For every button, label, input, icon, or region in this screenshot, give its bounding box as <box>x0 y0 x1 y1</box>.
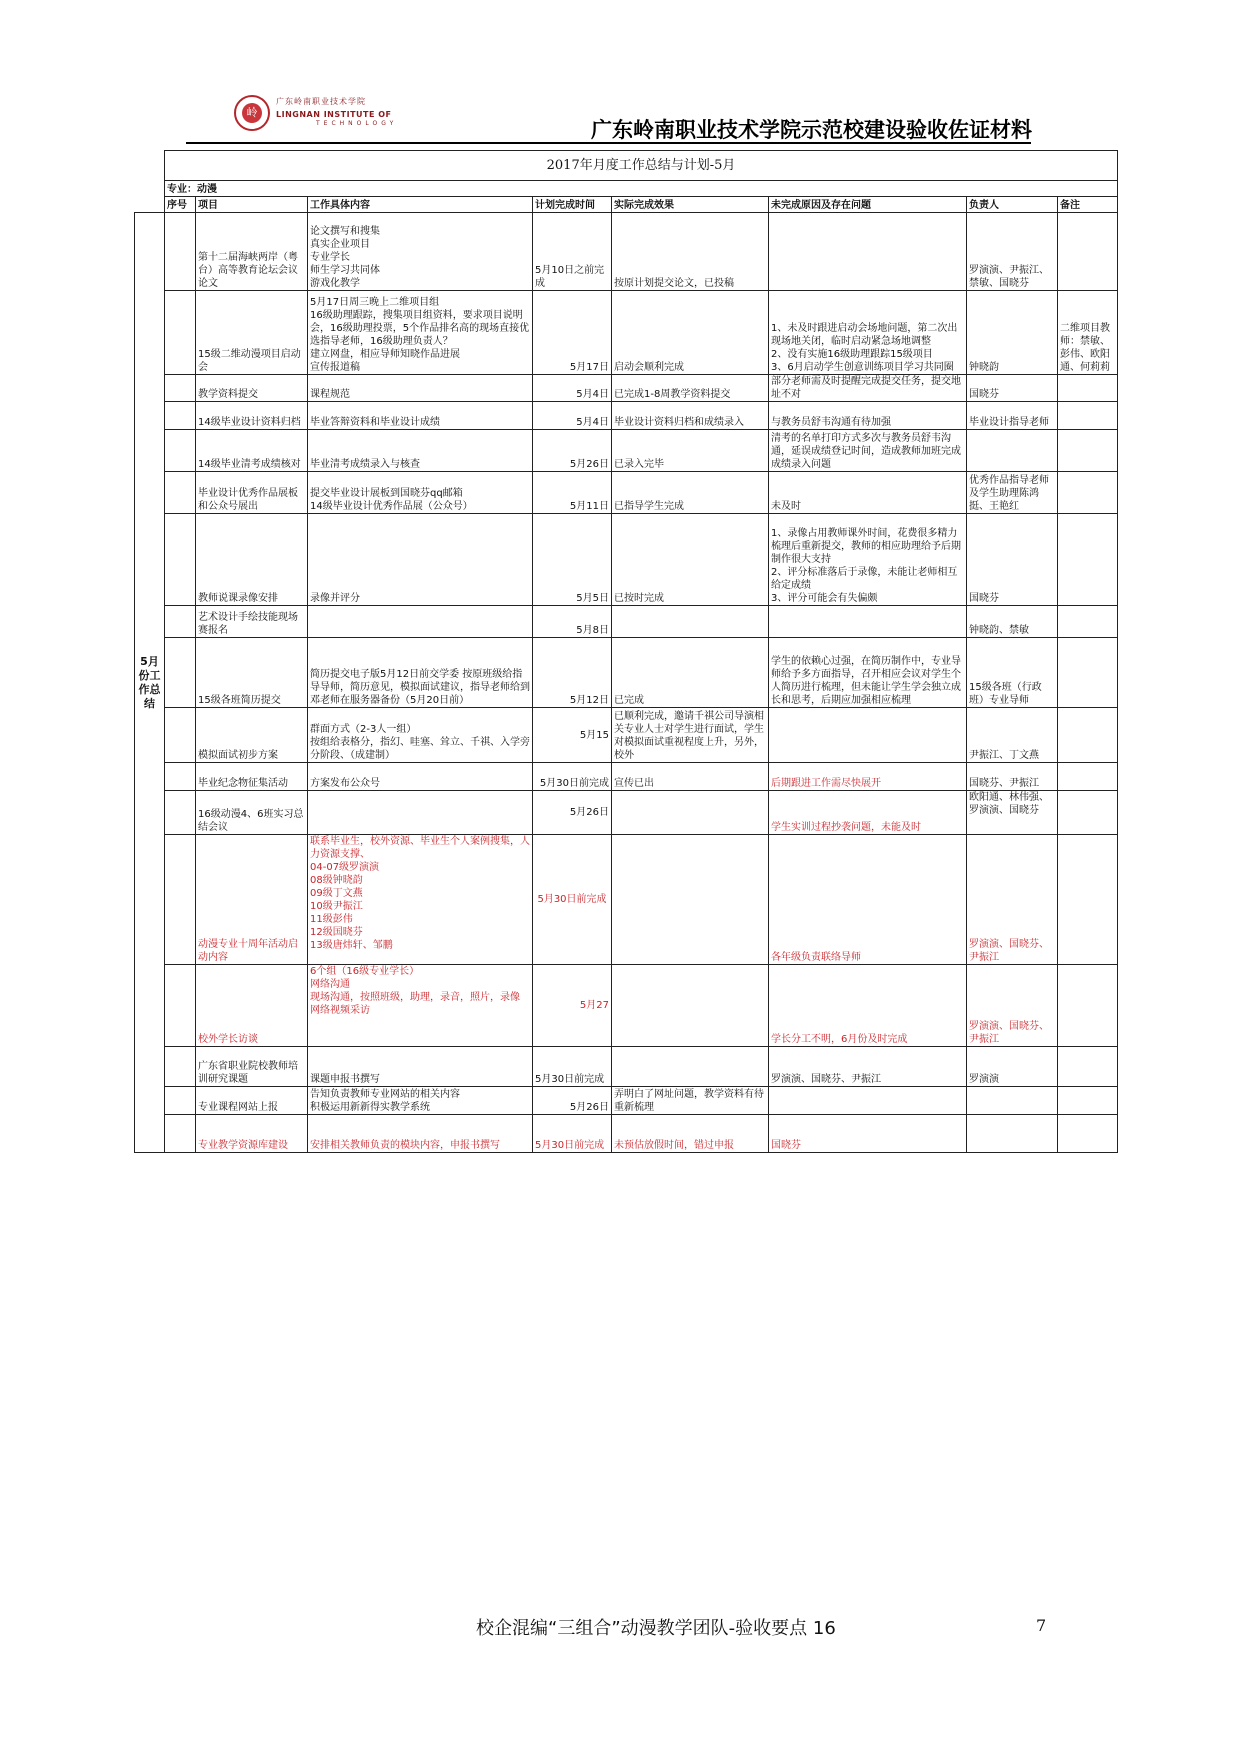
logo-cn: 广东岭南职业技术学院 <box>276 97 366 106</box>
cell-remark <box>1058 472 1118 514</box>
cell-owner: 15级各班（行政班）专业导师 <box>967 638 1058 708</box>
cell-content: 联系毕业生，校外资源、毕业生个人案例搜集，人力资源支撑、 04-07级罗演演 08级钟晓韵 09级丁文燕 10级尹振江 11级彭伟 12级国晓芬 13级唐炜轩、邹鹏 <box>308 835 533 965</box>
cell-plan: 5月26日 <box>533 1087 612 1115</box>
cell-plan: 5月26日 <box>533 791 612 835</box>
cell-remark <box>1058 965 1118 1047</box>
cell-actual: 未预估放假时间，错过申报 <box>612 1115 769 1153</box>
cell-plan: 5月26日 <box>533 430 612 472</box>
cell-owner: 罗演演 <box>967 1047 1058 1087</box>
cell-project: 专业课程网站上报 <box>196 1087 308 1115</box>
cell-content: 群面方式（2-3人一组） 按组给表格分，指幻、哇塞、耸立、千祺、入学旁分阶段、（成建制） <box>308 708 533 763</box>
cell-issue: 1、录像占用教师课外时间，花费很多精力梳理后重新提交，教师的相应助理给予后期制作很大支持 2、评分标准落后于录像，未能让老师相互给定成绩 3、评分可能会有失偏颇 <box>769 514 967 606</box>
page-number: 7 <box>1036 1616 1047 1635</box>
cell-actual: 毕业设计资料归档和成绩录入 <box>612 402 769 430</box>
cell-content: 安排相关教师负责的模块内容，申报书撰写 <box>308 1115 533 1153</box>
cell-owner: 钟晓韵 <box>967 291 1058 375</box>
cell-actual: 已顺利完成，邀请千祺公司导演相关专业人士对学生进行面试，学生对模拟面试重视程度上升，另外，校外 <box>612 708 769 763</box>
cell-content: 录像并评分 <box>308 514 533 606</box>
cell-issue: 1、未及时跟进启动会场地问题，第二次出现场地关闭，临时启动紧急场地调整 2、没有实施16级助理跟踪15级项目 3、6月启动学生创意训练项目学习共同圈 <box>769 291 967 375</box>
cell-project: 16级动漫4、6班实习总结会议 <box>196 791 308 835</box>
cell-remark <box>1058 638 1118 708</box>
cell-project: 毕业设计优秀作品展板和公众号展出 <box>196 472 308 514</box>
cell-plan: 5月4日 <box>533 402 612 430</box>
work-summary-table <box>134 150 1118 1153</box>
cell-remark <box>1058 1047 1118 1087</box>
table-row <box>135 514 1118 606</box>
col-header-index: 序号 <box>165 197 196 213</box>
seal-icon: 岭 <box>242 103 262 123</box>
cell-remark <box>1058 430 1118 472</box>
table-row <box>135 708 1118 763</box>
cell-plan: 5月11日 <box>533 472 612 514</box>
cell-content: 课程规范 <box>308 375 533 402</box>
cell-owner <box>967 1087 1058 1115</box>
table-row <box>135 430 1118 472</box>
cell-content: 6个组（16级专业学长） 网络沟通 现场沟通，按照班级，助理，录音，照片，录像 网络视频采访 <box>308 965 533 1047</box>
cell-owner: 国晓芬 <box>967 514 1058 606</box>
cell-remark <box>1058 514 1118 606</box>
cell-plan: 5月12日 <box>533 638 612 708</box>
cell-content: 课题申报书撰写 <box>308 1047 533 1087</box>
cell-content <box>308 791 533 835</box>
table-row <box>135 763 1118 791</box>
col-header-actual: 实际完成效果 <box>612 197 769 213</box>
table-row <box>135 965 1118 1047</box>
col-header-issue: 未完成原因及存在问题 <box>769 197 967 213</box>
cell-issue: 学生的依赖心过强，在简历制作中，专业导师给予多方面指导，召开相应会议对学生个人简历进行梳理，但未能让学生学会独立成长和思考，后期应加强相应梳理 <box>769 638 967 708</box>
cell-content: 论文撰写和搜集 真实企业项目 专业学长 师生学习共同体 游戏化教学 <box>308 213 533 291</box>
sheet-title: 2017年月度工作总结与计划-5月 <box>165 151 1118 181</box>
cell-owner: 国晓芬 <box>967 375 1058 402</box>
cell-content: 毕业清考成绩录入与核查 <box>308 430 533 472</box>
cell-plan: 5月8日 <box>533 606 612 638</box>
col-header-content: 工作具体内容 <box>308 197 533 213</box>
col-header-remark: 备注 <box>1058 197 1118 213</box>
cell-owner: 国晓芬、尹振江 <box>967 763 1058 791</box>
cell-owner: 钟晓韵、禁敏 <box>967 606 1058 638</box>
cell-issue: 各年级负责联络导师 <box>769 835 967 965</box>
cell-issue: 学生实训过程抄袭问题，未能及时 <box>769 791 967 835</box>
cell-owner: 罗演演、国晓芬、尹振江 <box>967 835 1058 965</box>
cell-remark <box>1058 606 1118 638</box>
cell-issue: 后期跟进工作需尽快展开 <box>769 763 967 791</box>
cell-actual <box>612 1047 769 1087</box>
cell-remark <box>1058 213 1118 291</box>
cell-plan: 5月30日前完成 <box>533 1047 612 1087</box>
table-row <box>135 291 1118 375</box>
cell-actual: 已完成1-8周教学资料提交 <box>612 375 769 402</box>
cell-issue <box>769 708 967 763</box>
cell-content: 简历提交电子版5月12日前交学委 按原班级给指导导师，简历意见，模拟面试建议，指导老师给到邓老师在服务器备份（5月20日前） <box>308 638 533 708</box>
footer-text: 校企混编“三组合”动漫教学团队-验收要点 16 <box>476 1618 836 1639</box>
cell-project: 动漫专业十周年活动启动内容 <box>196 835 308 965</box>
cell-project: 14级毕业设计资料归档 <box>196 402 308 430</box>
cell-content: 毕业答辩资料和毕业设计成绩 <box>308 402 533 430</box>
table-row <box>135 375 1118 402</box>
cell-actual: 弄明白了网址问题，教学资料有待重新梳理 <box>612 1087 769 1115</box>
cell-issue <box>769 606 967 638</box>
cell-plan: 5月17日 <box>533 291 612 375</box>
cell-remark <box>1058 375 1118 402</box>
cell-owner: 罗演演、国晓芬、尹振江 <box>967 965 1058 1047</box>
side-label: 5月 份工 作总 结 <box>135 213 165 1153</box>
cell-content: 告知负责教师专业网站的相关内容 积极运用新新得实教学系统 <box>308 1087 533 1115</box>
cell-remark: 二维项目教师：禁敏、彭伟、欧阳通、何莉莉 <box>1058 291 1118 375</box>
cell-remark <box>1058 835 1118 965</box>
cell-actual <box>612 965 769 1047</box>
col-header-plan-time: 计划完成时间 <box>533 197 612 213</box>
header-title: 广东岭南职业技术学院示范校建设验收佐证材料 <box>591 118 1032 142</box>
cell-project: 广东省职业院校教师培训研究课题 <box>196 1047 308 1087</box>
cell-owner: 欧阳通、林伟强、罗演演、国晓芬 <box>967 791 1058 835</box>
cell-plan: 5月10日之前完成 <box>533 213 612 291</box>
table-row <box>135 791 1118 835</box>
cell-project: 第十二届海峡两岸（粤台）高等教育论坛会议论文 <box>196 213 308 291</box>
cell-content: 方案发布公众号 <box>308 763 533 791</box>
cell-remark <box>1058 791 1118 835</box>
cell-content: 5月17日周三晚上二维项目组 16级助理跟踪，搜集项目组资料，要求项目说明会，16级助理投票，5个作品排名高的现场直接优选指导老师，16级助理负责人？ 建立网盘，相应导师知晓作品进展 宣传报道稿 <box>308 291 533 375</box>
cell-plan: 5月30日前完成 <box>533 1115 612 1153</box>
cell-issue: 罗演演、国晓芬、尹振江 <box>769 1047 967 1087</box>
cell-project: 校外学长访谈 <box>196 965 308 1047</box>
cell-actual: 已指导学生完成 <box>612 472 769 514</box>
school-logo <box>234 95 270 131</box>
logo-text <box>276 96 397 127</box>
logo-en-2: TECHNOLOGY <box>316 120 398 127</box>
cell-issue: 未及时 <box>769 472 967 514</box>
cell-plan: 5月27 <box>533 965 612 1047</box>
col-header-owner: 负责人 <box>967 197 1058 213</box>
cell-actual: 启动会顺利完成 <box>612 291 769 375</box>
cell-actual <box>612 835 769 965</box>
cell-remark <box>1058 402 1118 430</box>
cell-actual: 宣传已出 <box>612 763 769 791</box>
cell-project: 模拟面试初步方案 <box>196 708 308 763</box>
cell-project: 14级毕业清考成绩核对 <box>196 430 308 472</box>
cell-plan: 5月15 <box>533 708 612 763</box>
cell-actual <box>612 791 769 835</box>
cell-issue: 国晓芬 <box>769 1115 967 1153</box>
cell-project: 教师说课录像安排 <box>196 514 308 606</box>
table-row <box>135 472 1118 514</box>
cell-project: 15级二维动漫项目启动会 <box>196 291 308 375</box>
cell-plan: 5月30日前完成 <box>533 835 612 965</box>
cell-project: 艺术设计手绘技能现场赛报名 <box>196 606 308 638</box>
table-row <box>135 606 1118 638</box>
table-row <box>135 402 1118 430</box>
table-row <box>135 1047 1118 1087</box>
cell-plan: 5月5日 <box>533 514 612 606</box>
cell-remark <box>1058 708 1118 763</box>
cell-issue: 清考的名单打印方式多次与教务员舒韦沟通，延误成绩登记时间，造成教师加班完成成绩录入问题 <box>769 430 967 472</box>
cell-actual <box>612 606 769 638</box>
table-row <box>135 638 1118 708</box>
major-label: 专业：动漫 <box>165 181 1118 197</box>
cell-owner <box>967 430 1058 472</box>
cell-content: 提交毕业设计展板到国晓芬qq邮箱 14级毕业设计优秀作品展（公众号） <box>308 472 533 514</box>
table-row <box>135 835 1118 965</box>
cell-plan: 5月30日前完成 <box>533 763 612 791</box>
table-row <box>135 1115 1118 1153</box>
cell-actual: 已录入完毕 <box>612 430 769 472</box>
cell-project: 专业教学资源库建设 <box>196 1115 308 1153</box>
table-row <box>135 213 1118 291</box>
cell-project: 毕业纪念物征集活动 <box>196 763 308 791</box>
header-rule <box>186 142 1031 144</box>
cell-remark <box>1058 763 1118 791</box>
cell-actual: 已完成 <box>612 638 769 708</box>
cell-issue: 与教务员舒韦沟通有待加强 <box>769 402 967 430</box>
cell-issue <box>769 1087 967 1115</box>
cell-content <box>308 606 533 638</box>
cell-issue: 学长分工不明，6月份及时完成 <box>769 965 967 1047</box>
table-row <box>135 1087 1118 1115</box>
cell-project: 15级各班简历提交 <box>196 638 308 708</box>
cell-issue <box>769 213 967 291</box>
cell-owner: 尹振江、丁文燕 <box>967 708 1058 763</box>
cell-actual: 已按时完成 <box>612 514 769 606</box>
cell-owner: 优秀作品指导老师及学生助理陈鸿挺、王艳红 <box>967 472 1058 514</box>
logo-en-1: LINGNAN INSTITUTE OF <box>276 110 392 119</box>
cell-owner <box>967 1115 1058 1153</box>
cell-remark <box>1058 1087 1118 1115</box>
col-header-project: 项目 <box>196 197 308 213</box>
cell-plan: 5月4日 <box>533 375 612 402</box>
cell-remark <box>1058 1115 1118 1153</box>
cell-project: 教学资料提交 <box>196 375 308 402</box>
cell-owner: 毕业设计指导老师 <box>967 402 1058 430</box>
cell-issue: 部分老师需及时提醒完成提交任务，提交地址不对 <box>769 375 967 402</box>
cell-owner: 罗演演、尹振江、禁敏、国晓芬 <box>967 213 1058 291</box>
cell-actual: 按原计划提交论文，已投稿 <box>612 213 769 291</box>
